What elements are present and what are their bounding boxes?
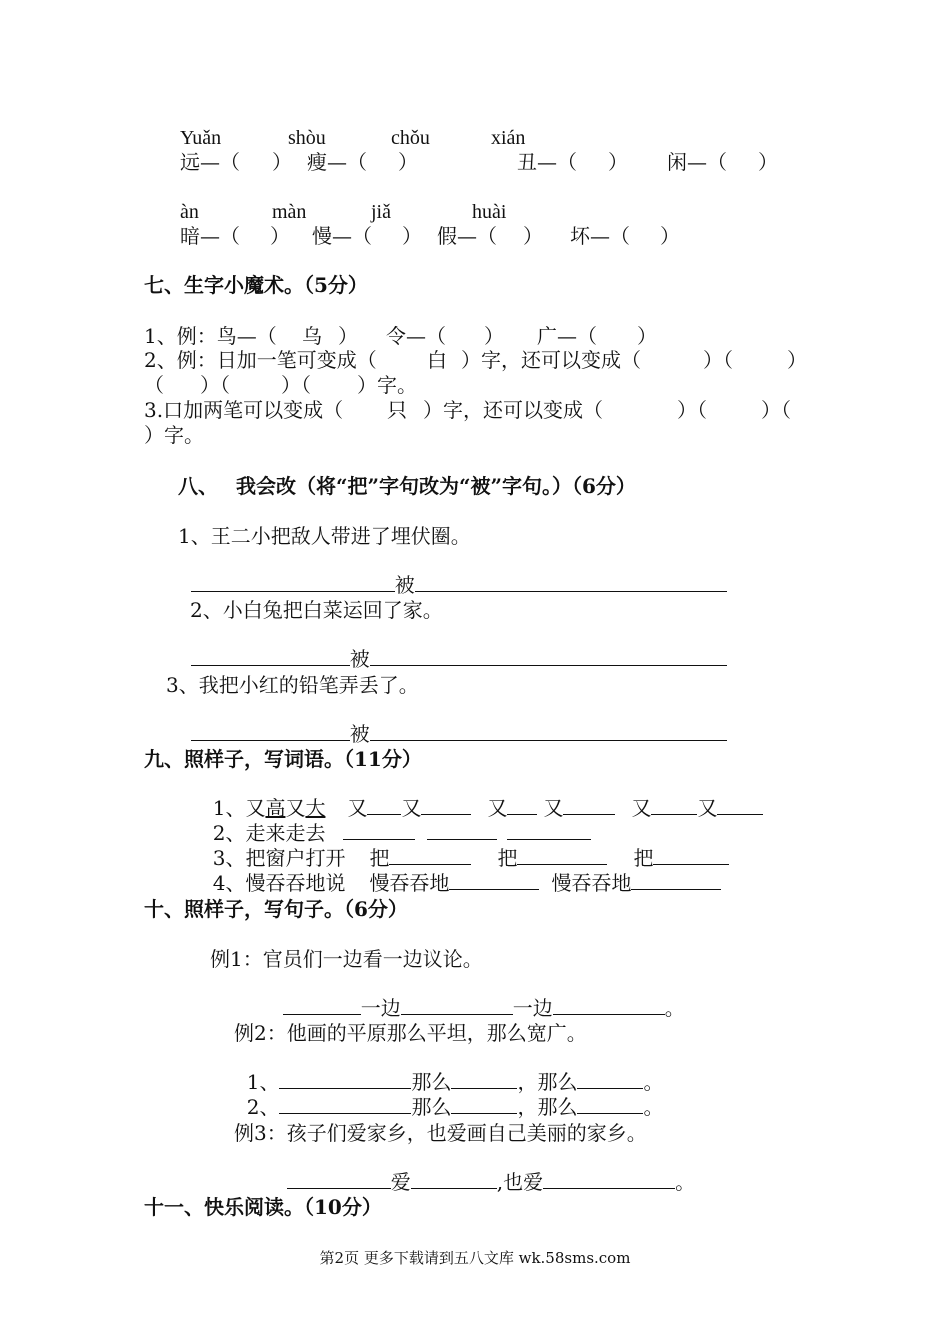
answer-blank[interactable] [449,871,539,890]
example-3-answer [274,1146,695,1194]
answer-blank[interactable] [401,996,513,1015]
example-2: 例2：他画的平原那么平坦，那么宽广。 [234,1021,587,1045]
pinyin: jiǎ [371,201,391,223]
pinyin: xián [491,127,526,149]
section-11-title: 十一、快乐阅读。（10分） [144,1195,382,1219]
text: （ [144,373,164,397]
paren-close: ） [758,150,778,174]
answer-blank[interactable] [577,1095,643,1114]
text: ）（ [200,373,230,397]
char-prompt: 瘦—（ [307,150,367,174]
you-char: 又 [245,796,266,820]
section-heading: 我会改（将“把”字句改为“被”字句。）（6分） [236,474,636,498]
rewrite-answer-2 [178,623,727,671]
you-char: 又 [401,796,422,820]
answer-blank[interactable] [191,647,350,666]
text: 广—（ [537,324,597,348]
rewrite-item-3: 3、我把小红的铅笔弄丢了。 [166,673,419,697]
answer-blank[interactable] [279,1095,411,1114]
name-word: 那么 [537,1095,578,1119]
char-prompt: 闲—（ [667,150,727,174]
answer-blank[interactable] [370,722,727,741]
answer-blank[interactable] [651,796,697,815]
text: ） [787,348,807,372]
section-7-title: 七、生字小魔术。（5分） [144,273,368,297]
comma: ， [517,1095,538,1119]
rewrite-answer-1 [178,549,727,597]
word-row-4 [200,847,721,895]
period: 。 [664,996,685,1020]
answer-blank[interactable] [283,996,361,1015]
yeai-word: ,也爱 [496,1170,544,1194]
example-2-answer-2 [234,1071,663,1119]
section-number: 八、 [178,474,218,498]
bei-label: 被 [349,647,370,671]
example-answer: 乌 [302,324,322,348]
answer-blank[interactable] [553,996,665,1015]
bei-label: 被 [349,722,370,746]
text: ）字，还可以变成（ [461,348,641,372]
pinyin: màn [272,201,307,223]
text: ）（ [703,348,733,372]
char-prompt: 假—（ [437,224,497,248]
you-char: 又 [697,796,718,820]
char-prompt: 慢—（ [312,224,372,248]
pinyin: Yuǎn [180,127,222,149]
name-word: 那么 [411,1070,452,1094]
answer-blank[interactable] [370,647,727,666]
example-phrase: 2、走来走去 [212,821,326,845]
yibian-word: 一边 [512,996,553,1020]
page-footer: 第2页 更多下载请到五八文库 wk.58sms.com [319,1249,631,1267]
rewrite-item-2: 2、小白兔把白菜运回了家。 [190,598,443,622]
you-char: 又 [543,796,564,820]
period: 。 [675,1170,696,1194]
period: 。 [643,1095,664,1119]
rewrite-answer-3 [178,698,727,746]
char-prompt: 丑—（ [517,150,577,174]
pinyin: shòu [288,127,326,149]
item-number: 2、 [246,1095,280,1119]
yibian-word: 一边 [360,996,401,1020]
text: ）（ [761,398,791,422]
you-char: 又 [631,796,652,820]
text: ）（ [281,373,311,397]
paren-close: ） [660,224,680,248]
answer-blank[interactable] [415,573,727,592]
example-answer: 白 [427,348,447,372]
section-10-title: 十、照样子，写句子。（6分） [144,897,408,921]
text: 2、例：日加一笔可变成（ [144,348,377,372]
rewrite-item-1: 1、王二小把敌人带进了埋伏圈。 [178,524,471,548]
example-answer: 只 [387,398,407,422]
you-char: 又 [347,796,368,820]
section-9-title: 九、照样子，写词语。（11分） [144,747,422,771]
section-7-line-5: ）字。 [144,423,204,447]
text: 1、例：鸟—（ [144,324,277,348]
text: ） [637,324,657,348]
ba-char: 把 [369,846,390,870]
text: ） [484,324,504,348]
text: ） [338,324,358,348]
answer-blank[interactable] [287,1170,391,1189]
text: ）（ [677,398,707,422]
ba-char: 把 [497,846,518,870]
item-number: 1、 [212,796,246,820]
example-1-answer [270,972,685,1020]
answer-blank[interactable] [191,573,395,592]
char-prompt: 暗—（ [180,224,240,248]
answer-blank[interactable] [543,1170,675,1189]
prompt-word: 慢吞吞地 [369,871,450,895]
name-word: 那么 [537,1070,578,1094]
text: ）字，还可以变成（ [423,398,603,422]
example-word: 大 [305,796,326,820]
paren-close: ） [608,150,628,174]
example-phrase: 3、把窗户打开 [212,846,346,870]
paren-close: ） [402,224,422,248]
comma: ， [517,1070,538,1094]
example-phrase: 4、慢吞吞地说 [212,871,346,895]
paren-close: ） [523,224,543,248]
text: 令—（ [386,324,446,348]
pinyin: àn [180,201,199,223]
paren-close: ） [398,150,418,174]
answer-blank[interactable] [451,1095,517,1114]
prompt-word: 慢吞吞地 [551,871,632,895]
item-number: 1、 [246,1070,280,1094]
answer-blank[interactable] [191,722,350,741]
text: ）字。 [357,373,417,397]
pinyin: huài [472,201,507,223]
text: 3.口加两笔可以变成（ [144,398,344,422]
paren-close: ） [272,150,292,174]
period: 。 [643,1070,664,1094]
ba-char: 把 [633,846,654,870]
answer-blank[interactable] [631,871,721,890]
answer-blank[interactable] [717,796,763,815]
example-word: 高 [265,796,286,820]
bei-label: 被 [394,573,415,597]
char-prompt: 坏—（ [570,224,630,248]
answer-blank[interactable] [411,1170,497,1189]
paren-close: ） [270,224,290,248]
you-char: 又 [487,796,508,820]
you-char: 又 [285,796,306,820]
example-1: 例1：官员们一边看一边议论。 [210,947,483,971]
name-word: 那么 [411,1095,452,1119]
pinyin: chǒu [391,127,430,149]
example-3: 例3：孩子们爱家乡，也爱画自己美丽的家乡。 [234,1121,647,1145]
char-prompt: 远—（ [180,150,240,174]
ai-word: 爱 [390,1170,411,1194]
